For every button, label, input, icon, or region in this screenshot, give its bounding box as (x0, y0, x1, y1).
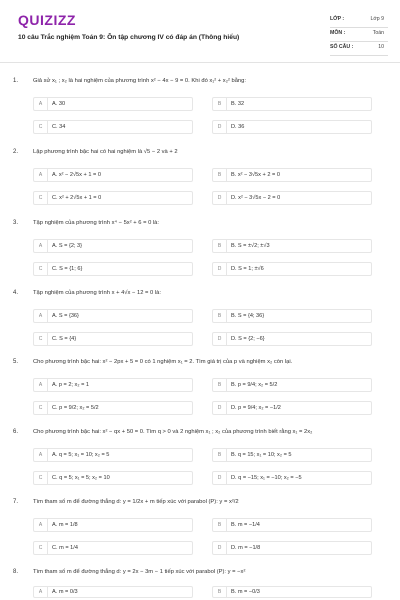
answer-option-b[interactable] (212, 97, 372, 111)
option-text: C. S = {4} (52, 336, 77, 342)
meta-label: MÔN : (330, 30, 346, 36)
option-letter: C (34, 191, 48, 205)
question-number: 8. (13, 569, 19, 575)
question-text: Tập nghiệm của phương trình x + 4√x − 12 = 0 là: (33, 290, 162, 296)
option-text: B. S = {4; 36} (231, 313, 265, 319)
question-number: 3. (13, 220, 19, 226)
question-number: 4. (13, 290, 19, 296)
meta-value: 10 (378, 44, 384, 50)
answer-option-a[interactable] (33, 168, 193, 182)
question-text: Tập nghiệm của phương trình x⁴ − 5x² + 6 = 0 là: (33, 220, 160, 226)
option-letter: C (34, 120, 48, 134)
quizizz-logo[interactable]: QUIZIZZ (18, 12, 76, 28)
question-text: Cho phương trình bậc hai: x² − qx + 50 = 0. Tìm q > 0 và 2 nghiệm x₁ ; x₂ của phương trình biết rằng x₁ = 2x₂ (33, 429, 313, 435)
answer-option-b[interactable] (212, 518, 372, 532)
meta-row-class (330, 14, 388, 28)
question-number: 1. (13, 78, 19, 84)
question-text: Cho phương trình bậc hai: x² − 2px + 5 = 0 có 1 nghiệm x₁ = 2. Tìm giá trị của p và nghiệm x₂ còn lại. (33, 359, 293, 365)
option-text: D. S = {2; −6} (231, 336, 265, 342)
option-letter: D (213, 401, 227, 415)
option-text: A. p = 2; x₂ = 1 (52, 382, 89, 388)
option-letter: B (213, 309, 227, 323)
meta-value: Lớp 9 (370, 16, 384, 22)
option-text: C. q = 5; x₁ = 5; x₂ = 10 (52, 475, 110, 481)
answer-option-d[interactable] (212, 262, 372, 276)
option-letter: A (34, 518, 48, 532)
answer-option-b[interactable] (212, 309, 372, 323)
option-letter: B (213, 448, 227, 462)
option-letter: A (34, 97, 48, 111)
option-text: C. x² + 2√5x + 1 = 0 (52, 195, 102, 201)
option-text: A. 30 (52, 101, 66, 107)
option-letter: A (34, 378, 48, 392)
answer-option-a[interactable] (33, 309, 193, 323)
option-text: A. S = {2; 3} (52, 243, 83, 249)
question-text: Lập phương trình bậc hai có hai nghiệm là √5 − 2 và + 2 (33, 149, 178, 155)
answer-option-b[interactable] (212, 168, 372, 182)
option-letter: C (34, 541, 48, 555)
option-text: A. S = {36} (52, 313, 79, 319)
option-letter: A (34, 168, 48, 182)
option-text: B. p = 9/4; x₂ = 5/2 (231, 382, 278, 388)
option-text: D. p = 9/4; x₂ = −1/2 (231, 405, 281, 411)
question-text: Giả sử x₁ ; x₂ là hai nghiệm của phương trình x² − 4x − 9 = 0. Khi đó x₁² + x₂² bằng: (33, 78, 246, 84)
meta-label: LỚP : (330, 16, 345, 22)
option-text: B. 32 (231, 101, 245, 107)
answer-option-d[interactable] (212, 541, 372, 555)
option-letter: C (34, 332, 48, 346)
option-text: A. x² − 2√5x + 1 = 0 (52, 172, 101, 178)
question-text: Tìm tham số m để đường thẳng d: y = 1/2x + m tiếp xúc với parabol (P): y = x²/2 (33, 499, 239, 505)
option-letter: D (213, 541, 227, 555)
meta-label: SỐ CÂU : (330, 44, 354, 50)
option-letter: C (34, 262, 48, 276)
option-letter: D (213, 191, 227, 205)
option-letter: B (213, 586, 227, 598)
meta-row-subject (330, 28, 388, 42)
option-letter: B (213, 518, 227, 532)
answer-option-c[interactable] (33, 332, 193, 346)
option-text: B. x² − 3√5x + 2 = 0 (231, 172, 280, 178)
option-text: A. m = 1/8 (52, 522, 78, 528)
answer-option-a[interactable] (33, 518, 193, 532)
option-letter: C (34, 401, 48, 415)
answer-option-c[interactable] (33, 471, 193, 485)
meta-value: Toán (372, 30, 384, 36)
option-letter: D (213, 262, 227, 276)
option-text: C. S = {1; 6} (52, 266, 83, 272)
option-letter: B (213, 168, 227, 182)
answer-option-b[interactable] (212, 448, 372, 462)
option-letter: B (213, 97, 227, 111)
answer-option-c[interactable] (33, 191, 193, 205)
question-number: 5. (13, 359, 19, 365)
answer-option-d[interactable] (212, 401, 372, 415)
answer-option-c[interactable] (33, 541, 193, 555)
option-text: A. m = 0/3 (52, 589, 78, 595)
option-letter: A (34, 309, 48, 323)
option-letter: B (213, 239, 227, 253)
question-number: 7. (13, 499, 19, 505)
option-letter: B (213, 378, 227, 392)
option-text: D. m = −1/8 (231, 545, 261, 551)
option-letter: C (34, 471, 48, 485)
option-text: D. x² − 3√5x − 2 = 0 (231, 195, 281, 201)
option-letter: A (34, 448, 48, 462)
option-text: D. q = −15; x₁ = −10; x₂ = −5 (231, 475, 302, 481)
question-text: Tìm tham số m để đường thẳng d: y = 2x − 3m − 1 tiếp xúc với parabol (P): y = −x² (33, 569, 246, 575)
option-text: C. m = 1/4 (52, 545, 78, 551)
option-text: A. q = 5; x₁ = 10; x₂ = 5 (52, 452, 110, 458)
option-text: B. q = 15; x₁ = 10; x₂ = 5 (231, 452, 292, 458)
page-title: 10 câu Trắc nghiệm Toán 9: Ôn tập chương IV có đáp án (Thông hiểu) (18, 34, 240, 41)
option-letter: A (34, 586, 48, 598)
answer-option-c[interactable] (33, 262, 193, 276)
answer-option-b[interactable] (212, 586, 372, 598)
header-divider (0, 62, 400, 63)
option-text: B. S = ±√2; ±√3 (231, 243, 270, 249)
answer-option-a[interactable] (33, 586, 193, 598)
option-text: D. S = 1; ±√6 (231, 266, 264, 272)
option-text: D. 36 (231, 124, 245, 130)
answer-option-a[interactable] (33, 448, 193, 462)
answer-option-d[interactable] (212, 191, 372, 205)
question-number: 6. (13, 429, 19, 435)
answer-option-a[interactable] (33, 378, 193, 392)
option-letter: D (213, 471, 227, 485)
option-text: C. p = 9/2; x₂ = 5/2 (52, 405, 99, 411)
option-letter: D (213, 332, 227, 346)
meta-row-count (330, 42, 388, 56)
option-text: C. 34 (52, 124, 66, 130)
answer-option-b[interactable] (212, 239, 372, 253)
question-number: 2. (13, 149, 19, 155)
option-text: B. m = −1/4 (231, 522, 260, 528)
answer-option-b[interactable] (212, 378, 372, 392)
answer-option-d[interactable] (212, 332, 372, 346)
answer-option-c[interactable] (33, 401, 193, 415)
answer-option-a[interactable] (33, 97, 193, 111)
answer-option-d[interactable] (212, 120, 372, 134)
option-text: B. m = −0/3 (231, 589, 260, 595)
answer-option-a[interactable] (33, 239, 193, 253)
answer-option-c[interactable] (33, 120, 193, 134)
quiz-meta (330, 14, 388, 56)
answer-option-d[interactable] (212, 471, 372, 485)
option-letter: A (34, 239, 48, 253)
option-letter: D (213, 120, 227, 134)
page-header (0, 0, 400, 62)
